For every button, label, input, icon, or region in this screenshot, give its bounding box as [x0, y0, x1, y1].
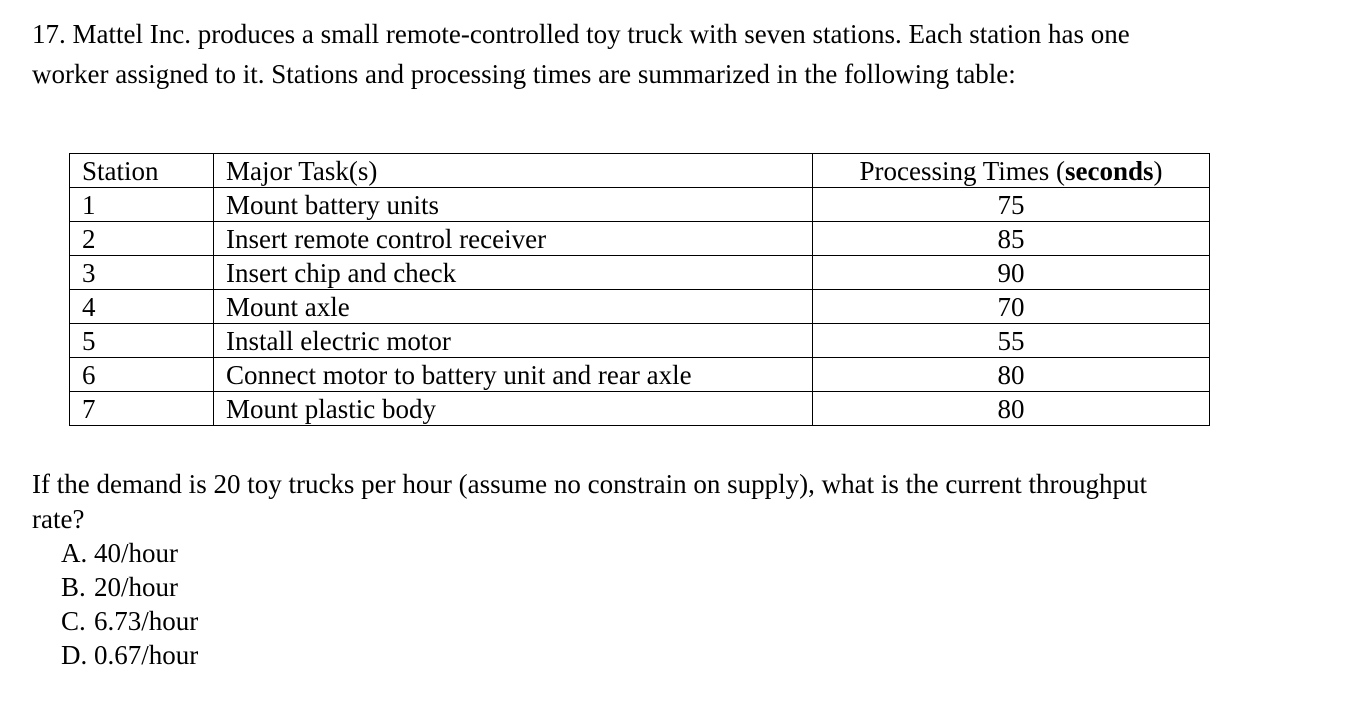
option-letter: A.	[61, 538, 88, 568]
processing-time: 55	[813, 324, 1210, 358]
option-text: 6.73/hour	[94, 606, 199, 636]
header-time-unit: seconds	[1065, 155, 1154, 186]
option-letter: B.	[61, 572, 86, 602]
prompt-line-2: rate?	[32, 504, 85, 534]
header-station: Station	[70, 154, 214, 188]
question-prompt	[32, 467, 1332, 537]
station-number: 4	[70, 290, 214, 324]
table-row	[70, 256, 1210, 290]
option-text: 20/hour	[94, 572, 178, 602]
option-letter: D.	[61, 640, 88, 670]
station-number: 7	[70, 392, 214, 426]
processing-time: 80	[813, 392, 1210, 426]
station-number: 1	[70, 188, 214, 222]
table-row	[70, 358, 1210, 392]
option-text: 0.67/hour	[94, 640, 199, 670]
station-number: 6	[70, 358, 214, 392]
prompt-line-1: If the demand is 20 toy trucks per hour (assume no constrain on supply), what is the current throughput	[32, 469, 1148, 499]
task-description: Mount battery units	[214, 188, 813, 222]
answer-option-b[interactable]	[61, 570, 198, 604]
intro-line-2: worker assigned to it. Stations and processing times are summarized in the following table:	[32, 59, 1016, 89]
answer-options	[61, 536, 198, 672]
task-description: Insert remote control receiver	[214, 222, 813, 256]
table-row	[70, 392, 1210, 426]
header-time-suffix: )	[1153, 155, 1163, 186]
task-description: Install electric motor	[214, 324, 813, 358]
header-major-tasks: Major Task(s)	[214, 154, 813, 188]
task-description: Mount plastic body	[214, 392, 813, 426]
task-description: Mount axle	[214, 290, 813, 324]
task-description: Connect motor to battery unit and rear axle	[214, 358, 813, 392]
table-row	[70, 324, 1210, 358]
table-header-row	[70, 154, 1210, 188]
processing-time: 70	[813, 290, 1210, 324]
task-description: Insert chip and check	[214, 256, 813, 290]
table-row	[70, 188, 1210, 222]
option-text: 40/hour	[94, 538, 178, 568]
station-number: 2	[70, 222, 214, 256]
header-time-prefix: Processing Times (	[859, 155, 1066, 186]
processing-time: 80	[813, 358, 1210, 392]
station-number: 3	[70, 256, 214, 290]
answer-option-a[interactable]	[61, 536, 198, 570]
table-row	[70, 290, 1210, 324]
station-number: 5	[70, 324, 214, 358]
processing-time: 85	[813, 222, 1210, 256]
option-letter: C.	[61, 606, 86, 636]
answer-option-d[interactable]	[61, 638, 198, 672]
question-intro	[32, 14, 1332, 94]
intro-line-1: 17. Mattel Inc. produces a small remote-controlled toy truck with seven stations. Each station has one	[32, 19, 1130, 49]
processing-time: 90	[813, 256, 1210, 290]
header-processing-times	[813, 154, 1210, 188]
processing-times-table	[69, 153, 1210, 426]
processing-time: 75	[813, 188, 1210, 222]
answer-option-c[interactable]	[61, 604, 198, 638]
table-row	[70, 222, 1210, 256]
